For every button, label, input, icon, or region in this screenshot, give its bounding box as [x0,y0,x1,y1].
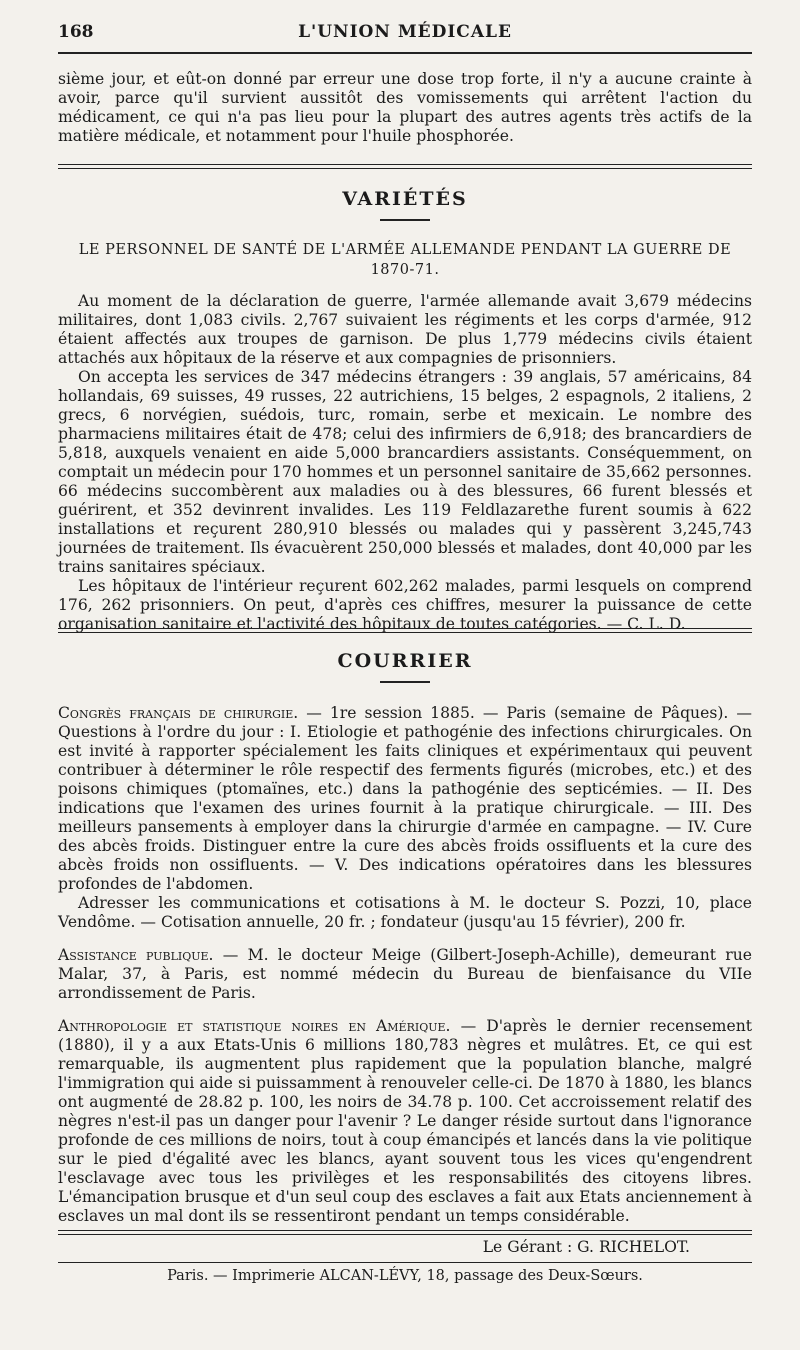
courrier-item-lead: Assistance publique. [58,946,214,964]
courrier-item-body: — 1re session 1885. — Paris (semaine de Pâques). — Questions à l'ordre du jour : I. Etiologie et pathogénie des infections chirurgicales. On est invité à rapporter spécialement les faits cliniques et expérimentaux qui peuvent contribuer à déterminer le rôle respectif des ferments figurés (microbes, etc.) et des poisons chimiques (ptomaïnes, etc.) dans la pathogénie des septicémies. — II. Des indications que l'examen des urines fournit à la pratique chirurgicale. — III. Des meilleurs pansements à employer dans la chirurgie d'armée en campagne. — IV. Cure des abcès froids. Distinguer entre la cure des abcès froids ossifluents et la cure des abcès froids non ossifluents. — V. Des indications opératoires dans les blessures profondes de l'abdomen. [58,704,752,893]
journal-title: L'UNION MÉDICALE [298,22,512,42]
courrier-item-lead: Anthropologie et statistique noires en Amérique. [58,1017,451,1035]
varietes-subtitle: LE PERSONNEL DE SANTÉ DE L'ARMÉE ALLEMANDE PENDANT LA GUERRE DE 1870-71. [78,242,732,278]
page-number: 168 [58,22,94,42]
courrier-item-body: — D'après le dernier recensement (1880), il y a aux Etats-Unis 6 millions 180,783 nègres et mulâtres. Et, ce qui est remarquable, ils augmentent plus rapidement que la population blanche, malgré l'immigration qui aide si puissamment à renouveler celle-ci. De 1870 à 1880, les blancs ont augmenté de 28.82 p. 100, les noirs de 34.78 p. 100. Cet accroissement relatif des nègres n'est-il pas un danger pour l'avenir ? Le danger réside surtout dans l'ignorance profonde de ces millions de noirs, tout à coup émancipés et lancés dans la vie politique sur le pied d'égalité avec les blancs, ayant souvent tous les vices qu'engendrent l'esclavage avec tous les privilèges et les responsabilités des citoyens libres. L'émancipation brusque et d'un seul coup des esclaves a fait aux Etats anciennement à esclaves un mal dont ils se ressentiront pendant un temps considérable. [58,1017,753,1225]
section-divider-courrier [58,628,752,633]
gerant-signature: Le Gérant : G. RICHELOT. [482,1238,690,1256]
printer-line: Paris. — Imprimerie ALCAN-LÉVY, 18, passage des Deux-Sœurs. [167,1268,643,1284]
varietes-paragraph: Les hôpitaux de l'intérieur reçurent 602,262 malades, parmi lesquels on comprend 176, 262 prisonniers. On peut, d'après ces chiffres, mesurer la puissance de cette organisation sanitaire et l'activité des hôpitaux de toutes catégories. — C. L. D. [58,577,752,633]
intro-paragraph: sième jour, et eût-on donné par erreur une dose trop forte, il n'y a aucune crainte à avoir, parce qu'il survient aussitôt des vomissements qui arrêtent l'action du médicament, ce qui n'a pas lieu pour la plupart des autres agents très actifs de la matière médicale, et notamment pour l'huile phosphorée. [58,70,752,145]
varietes-title-bar [380,219,430,221]
courrier-item [58,704,752,894]
courrier-item-body: — M. le docteur Meige (Gilbert-Joseph-Achille), demeurant rue Malar, 37, à Paris, est nommé médecin du Bureau de bienfaisance du VIIe arrondissement de Paris. [58,946,752,1002]
courrier-title-bar [380,681,430,683]
running-header [58,20,752,48]
courrier-item-lead: Congrès français de chirurgie. [58,704,299,722]
section-divider-varietes [58,164,752,169]
header-rule [58,52,752,54]
courrier-item [58,946,752,1003]
varietes-paragraph: Au moment de la déclaration de guerre, l'armée allemande avait 3,679 médecins militaires, dont 1,083 civils. 2,767 suivaient les régiments et les corps d'armée, 912 étaient affectés aux troupes de garnison. De plus 1,779 médecins civils étaient attachés aux hôpitaux de la réserve et aux compagnies de prisonniers. [58,292,752,367]
courrier-item-body: Adresser les communications et cotisations à M. le docteur S. Pozzi, 10, place Vendôme. — Cotisation annuelle, 20 fr. ; fondateur (jusqu'au 15 février), 200 fr. [58,894,752,931]
courrier-body [58,704,752,1226]
courrier-item [58,1017,752,1226]
varietes-body [58,292,752,634]
varietes-title: VARIÉTÉS [342,188,468,210]
footer-divider [58,1230,752,1235]
varietes-paragraph: On accepta les services de 347 médecins étrangers : 39 anglais, 57 américains, 84 hollandais, 69 suisses, 49 russes, 22 autrichiens, 15 belges, 2 espagnols, 2 italiens, 2 grecs, 6 norvégien, suédois, turc, romain, serbe et mexicain. Le nombre des pharmaciens militaires était de 478; celui des infirmiers de 6,918; des brancardiers de 5,818, auxquels venaient en aide 5,000 brancardiers assistants. Conséquemment, on comptait un médecin pour 170 hommes et un personnel sanitaire de 35,662 personnes. 66 médecins succombèrent aux maladies ou à des blessures, 66 furent blessés et guérirent, et 352 devinrent invalides. Les 119 Feldlazarethe furent soumis à 622 installations et reçurent 280,910 blessés ou malades qui y passèrent 3,245,743 journées de traitement. Ils évacuèrent 250,000 blessés et malades, dont 40,000 par les trains sanitaires spéciaux. [58,368,752,576]
intro-text [58,70,752,146]
printer-rule [58,1262,752,1263]
courrier-title: COURRIER [337,650,473,672]
courrier-item [58,894,752,932]
